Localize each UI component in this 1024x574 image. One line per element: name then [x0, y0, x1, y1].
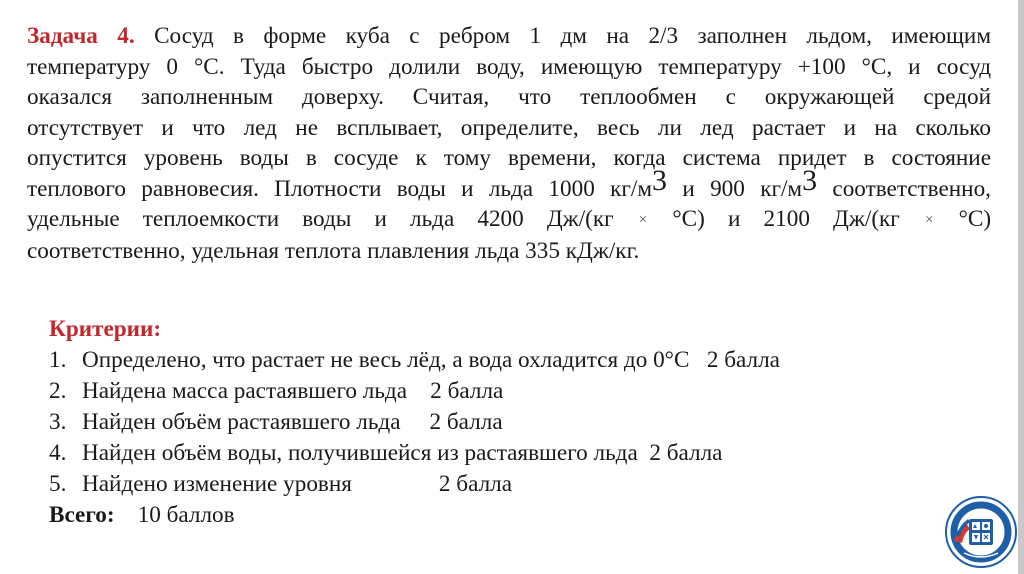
- task-line-6-a: теплового равновесия. Плотности воды и льда 1000 кг/м: [27, 175, 653, 202]
- task-line-1-text: Сосуд в форме куба с ребром 1 дм на 2/3 заполнен льдом, имеющим: [134, 23, 991, 49]
- task-line-6-c: соответственно,: [817, 175, 991, 202]
- criteria-number: 3.: [49, 409, 67, 435]
- criteria-number: 5.: [49, 471, 67, 497]
- criteria-text: Найдено изменение уровня 2 балла: [82, 471, 513, 497]
- task-line-4: отсутствует и что лед не всплывает, определите, весь ли лед растает и на сколько: [27, 114, 991, 141]
- task-line-2: температуру 0 °С. Туда быстро долили воду, имеющую температуру +100 °С, и сосуд: [27, 53, 991, 80]
- multiply-sign: ×: [638, 212, 648, 228]
- criteria-number: 1.: [49, 347, 67, 373]
- criteria-text: Найден объём растаявшего льда 2 балла: [82, 409, 503, 435]
- criteria-item: [49, 345, 869, 376]
- task-text: [27, 21, 991, 266]
- criteria-number: 4.: [49, 440, 67, 466]
- criteria-text: Определено, что растает не весь лёд, а вода охладится до 0°С 2 балла: [82, 347, 780, 373]
- task-line-3: оказался заполненным доверху. Считая, что теплообмен с окружающей средой: [27, 84, 991, 110]
- superscript-3: 3: [802, 163, 818, 197]
- multiply-sign: ×: [924, 212, 934, 228]
- task-line-7-a: удельные теплоемкости воды и льда 4200 Дж/(кг: [27, 206, 614, 232]
- criteria-item: [49, 438, 869, 469]
- slide-edge: [1018, 0, 1024, 574]
- criteria-item: [49, 407, 869, 438]
- criteria-item: [49, 469, 869, 500]
- criteria-number: 2.: [49, 378, 67, 404]
- total-value: 10 баллов: [137, 502, 235, 528]
- total-label: Всего:: [49, 502, 115, 528]
- criteria-item: [49, 376, 869, 407]
- task-line-6-b: и 900 кг/м: [667, 175, 803, 202]
- task-line-7-c: °С): [958, 206, 992, 232]
- criteria-block: [49, 314, 869, 531]
- task-line-5: опустится уровень воды в сосуде к тому времени, когда система придет в состояние: [27, 145, 991, 171]
- task-line-1: [27, 21, 991, 52]
- criteria-heading: Критерии:: [49, 316, 162, 342]
- task-line-6: [27, 163, 991, 205]
- criteria-text: Найдена масса растаявшего льда 2 балла: [82, 378, 504, 404]
- task-line-8: соответственно, удельная теплота плавления льда 335 кДж/кг.: [27, 237, 640, 264]
- task-title: Задача 4.: [27, 23, 135, 49]
- criteria-text: Найден объём воды, получившейся из растаявшего льда 2 балла: [82, 440, 723, 466]
- olympiad-emblem-icon: [944, 495, 1018, 569]
- superscript-3: 3: [652, 163, 668, 197]
- criteria-total: [49, 500, 869, 531]
- task-line-7-b: °С) и 2100 Дж/(кг: [672, 206, 900, 232]
- task-line-7: [27, 204, 991, 236]
